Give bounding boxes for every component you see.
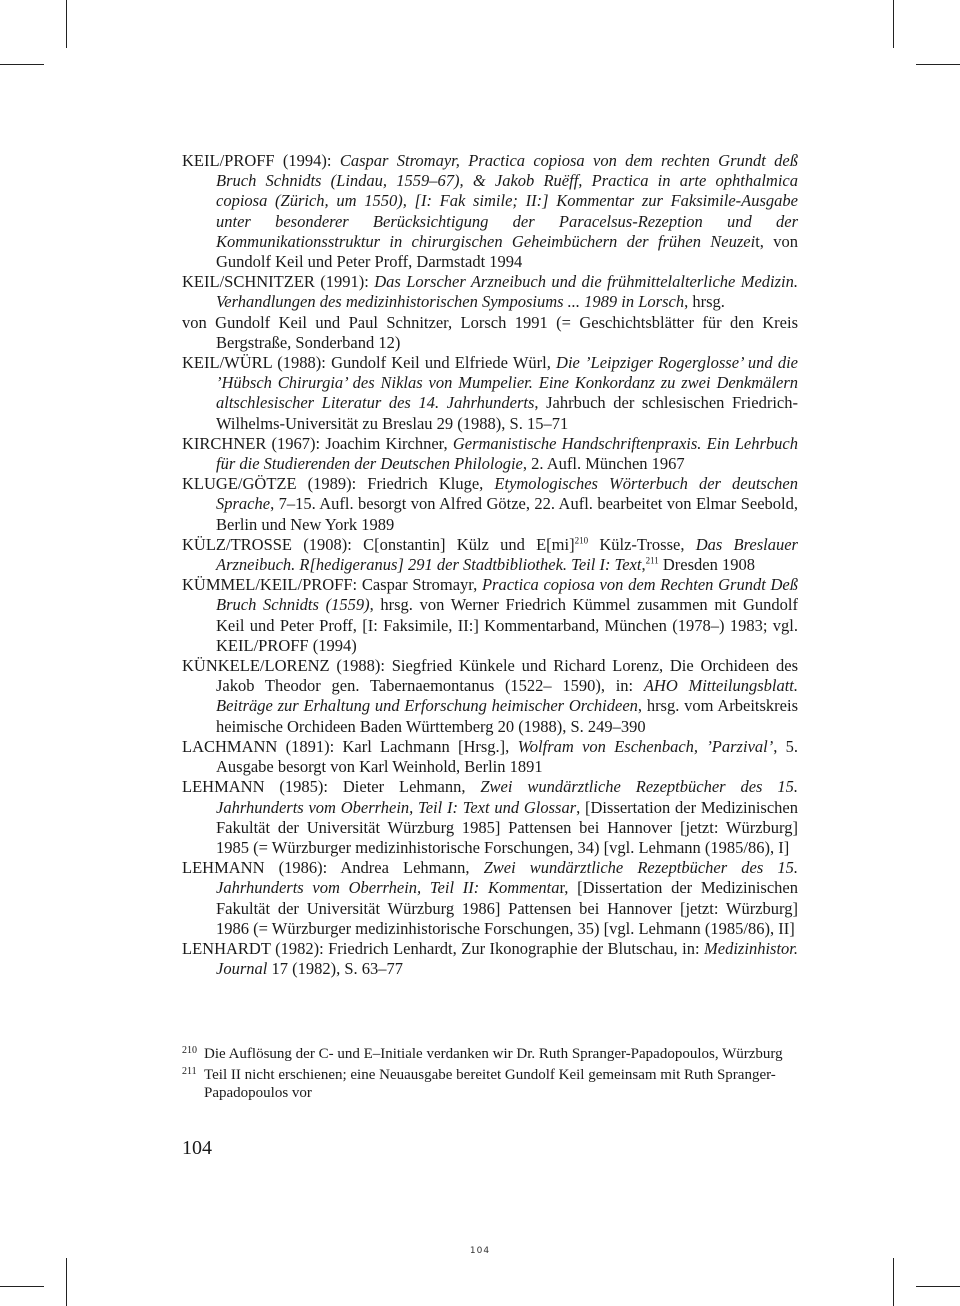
footnote [182, 1066, 798, 1103]
footnote-ref: 211 [645, 555, 659, 566]
entry-title: Wolfram von Eschenbach, ’Parzival’ [517, 736, 774, 756]
entry-title: Zwei wundärztliche Rezeptbücher des 15. Jahrhunderts vom Oberrhein, Teil II: Kommenta [216, 858, 798, 898]
entry-text: LEHMANN (1986): Andrea Lehmann, [182, 858, 484, 878]
footnote [182, 1045, 798, 1064]
bibliography-entry [182, 777, 798, 858]
footnotes [182, 1045, 798, 1105]
entry-title: Practica copiosa von dem Rechten Grundt Deß Bruch Schnidts (1559) [216, 575, 798, 615]
entry-title: Medizinhistor. Journal [216, 938, 798, 979]
bibliography-entry [182, 434, 798, 474]
entry-text: t, von Gundolf Keil und Peter Proff, Darmstadt 1994 [216, 231, 798, 272]
bibliography-entry [182, 272, 798, 312]
entry-text: KÜNKELE/LORENZ (1988): Siegfried Künkele und Richard Lorenz, Die Orchideen des Jakob Theodor gen. Tabernaemontanus (1522– 1590), in: [182, 656, 798, 696]
entry-text: , Jahrbuch der schlesischen Friedrich-Wilhelms-Universität zu Breslau 29 (1988), S. 15–71 [216, 393, 798, 433]
entry-title: AHO Mitteilungsblatt. Beiträge zur Erhaltung und Erforschung heimischer Orchideen [216, 676, 798, 716]
footnote-ref: 210 [574, 535, 589, 546]
print-slug: 104 [469, 1246, 491, 1256]
entry-title: Das Breslauer Arzneibuch. R[hedigeranus] 291 der Stadtbibliothek. Teil I: Text [216, 534, 798, 575]
entry-text: , 2. Aufl. München 1967 [522, 454, 685, 474]
entry-text: r, [Dissertation der Medizinischen Fakultät der Universität Würzburg 1986] Pattensen bei Hannover [jetzt: Würzburg] 1986 (= Würzburger medizinhistorische Forschungen, 35) [vgl. Lehmann (1985/86), II] [216, 878, 798, 938]
entry-title: Die ’Leipziger Rogerglosse’ und die ’Hübsch Chirurgia’ des Niklas von Mumpelier. Eine Konkordanz zu zwei Denkmälern altschlesischer Literatur des 14. Jahrhunderts [216, 353, 799, 413]
crop-mark [0, 1286, 44, 1287]
footnote-text: Die Auflösung der C- und E–Initiale verdanken wir Dr. Ruth Spranger-Papadopoulos, Würzburg [204, 1046, 783, 1062]
entry-text: Dresden 1908 [658, 555, 755, 575]
bibliography-entry [182, 353, 798, 434]
crop-mark [893, 1258, 894, 1306]
bibliography-entry [182, 474, 798, 535]
entry-title: Zwei wundärztliche Rezeptbücher des 15. Jahrhunderts vom Oberrhein, Teil I: Text und Glossar [216, 777, 798, 817]
entry-text: , [641, 555, 646, 575]
bibliography-entry [182, 575, 798, 656]
entry-text: KÜLZ/TROSSE (1908): C[onstantin] Külz und E[mi] [182, 534, 575, 554]
crop-mark [66, 1258, 67, 1306]
bibliography-entry [182, 858, 798, 939]
entry-text: von Gundolf Keil und Paul Schnitzer, Lorsch 1991 (= Geschichtsblätter für den Kreis Bergstraße, Sonderband 12) [182, 312, 798, 352]
entry-text: KEIL/PROFF (1994): [182, 151, 340, 170]
footnote-number: 210 [182, 1045, 197, 1056]
bibliography-entry [182, 656, 798, 737]
entry-title: Etymologisches Wörterbuch der deutschen Sprache [216, 474, 799, 514]
crop-mark [0, 64, 44, 65]
crop-mark [66, 0, 67, 48]
entry-text: LACHMANN (1891): Karl Lachmann [Hrsg.], [182, 736, 518, 756]
bibliography-entry [182, 737, 798, 777]
entry-title: Caspar Stromayr, Practica copiosa von dem rechten Grundt deß Bruch Schnidts (Lindau, 1559–67), & Jakob Ruëff, Practica in arte ophthalmica copiosa (Zürich, um 1550), [I: Fak simile; II:] Kommentar zur Faksimile-Ausgabe unter besonderer Berücksichtigung der Paracelsus-Rezeption und der Kommunikationsstruktur in chirurgischen Geheimbüchern der frühen Neuzei [216, 151, 798, 251]
crop-mark [893, 0, 894, 48]
entry-text: KEIL/SCHNITZER (1991): [182, 272, 375, 292]
entry-text: KEIL/WÜRL (1988): Gundolf Keil und Elfriede Würl, [182, 353, 557, 373]
page-number: 104 [182, 1137, 212, 1159]
entry-text: , [Dissertation der Medizinischen Fakultät der Universität Würzburg 1985] Pattensen bei Hannover [jetzt: Würzburg] 1985 (= Würzburger medizinhistorische Forschungen, 34) [vgl. Lehmann (1985/86), I] [216, 797, 798, 857]
entry-text: LENHARDT (1982): Friedrich Lenhardt, Zur Ikonographie der Blutschau, in: [182, 938, 705, 958]
entry-text: KIRCHNER (1967): Joachim Kirchner, [182, 433, 453, 453]
entry-title: Germanistische Handschriftenpraxis. Ein Lehrbuch für die Studierenden der Deutschen Philologie [216, 433, 799, 474]
entry-text: , 5. Ausgabe besorgt von Karl Weinhold, Berlin 1891 [216, 736, 798, 777]
footnote-text: Teil II nicht erschienen; eine Neuausgabe bereitet Gundolf Keil gemeinsam mit Ruth Spranger-Papadopoulos vor [204, 1066, 776, 1101]
entry-text: LEHMANN (1985): Dieter Lehmann, [182, 777, 481, 797]
entry-text: KLUGE/GÖTZE (1989): Friedrich Kluge, [182, 474, 495, 494]
entry-text: KÜMMEL/KEIL/PROFF: Caspar Stromayr, [182, 575, 482, 595]
crop-mark [916, 1286, 960, 1287]
entry-text: , hrsg. von Werner Friedrich Kümmel zusammen mit Gundolf Keil und Peter Proff, [I: Faksimile, II:] Kommentarband, München (1978–) 1983; vgl. KEIL/PROFF (1994) [216, 595, 798, 655]
bibliography-entry [182, 313, 798, 353]
bibliography-entry [182, 151, 798, 272]
entry-text: , hrsg. vom Arbeitskreis heimische Orchideen Baden Württemberg 20 (1988), S. 249–390 [216, 696, 798, 736]
bibliography-entry [182, 939, 798, 979]
entry-text: , hrsg. [684, 292, 725, 312]
entry-text: , 7–15. Aufl. besorgt von Alfred Götze, 22. Aufl. bearbeitet von Elmar Seebold, Berlin und New York 1989 [216, 494, 798, 534]
crop-mark [916, 64, 960, 65]
entry-text: Külz-Trosse, [588, 534, 696, 554]
bibliography-entry [182, 535, 798, 575]
footnote-number: 211 [182, 1065, 197, 1077]
entry-title: Das Lorscher Arzneibuch und die frühmittelalterliche Medizin. Verhandlungen des medizinhistorischen Symposiums ... 1989 in Lorsch [216, 272, 799, 312]
entry-text: 17 (1982), S. 63–77 [267, 959, 404, 979]
bibliography-list [182, 151, 798, 979]
